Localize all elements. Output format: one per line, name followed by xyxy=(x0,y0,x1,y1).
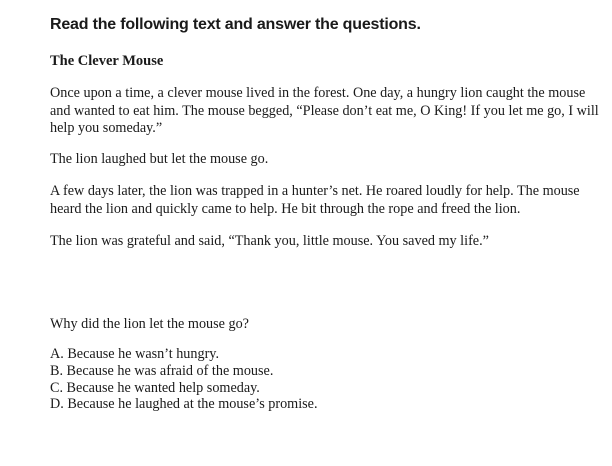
story-paragraph-1 xyxy=(50,85,600,138)
paragraph-line: The lion was grateful and said, “Thank you, little mouse. You saved my life.” xyxy=(50,233,489,249)
story-paragraph-2 xyxy=(50,151,600,169)
paragraph-line: and wanted to eat him. The mouse begged, “Please don’t eat me, O King! If you let me go, I will xyxy=(50,102,599,119)
question-text: Why did the lion let the mouse go? xyxy=(50,316,249,332)
paragraph-line: help you someday.” xyxy=(50,120,163,136)
answer-option-a: A. Because he wasn’t hungry. xyxy=(50,346,220,362)
paragraph-line: The lion laughed but let the mouse go. xyxy=(50,151,269,167)
story-paragraph-3 xyxy=(50,183,600,218)
paragraph-line: Once upon a time, a clever mouse lived in the forest. One day, a hungry lion caught the mouse xyxy=(50,85,586,101)
instruction-heading: Read the following text and answer the questions. xyxy=(50,16,421,33)
paragraph-line: A few days later, the lion was trapped in a hunter’s net. He roared loudly for help. The mouse xyxy=(50,183,580,199)
answer-options xyxy=(50,346,318,413)
answer-option-d: D. Because he laughed at the mouse’s promise. xyxy=(50,396,318,413)
answer-option-b: B. Because he was afraid of the mouse. xyxy=(50,362,274,379)
story-paragraph-4 xyxy=(50,233,600,251)
story-title: The Clever Mouse xyxy=(50,53,164,69)
paragraph-line: heard the lion and quickly came to help. He bit through the rope and freed the lion. xyxy=(50,200,521,217)
answer-option-c: C. Because he wanted help someday. xyxy=(50,379,260,396)
